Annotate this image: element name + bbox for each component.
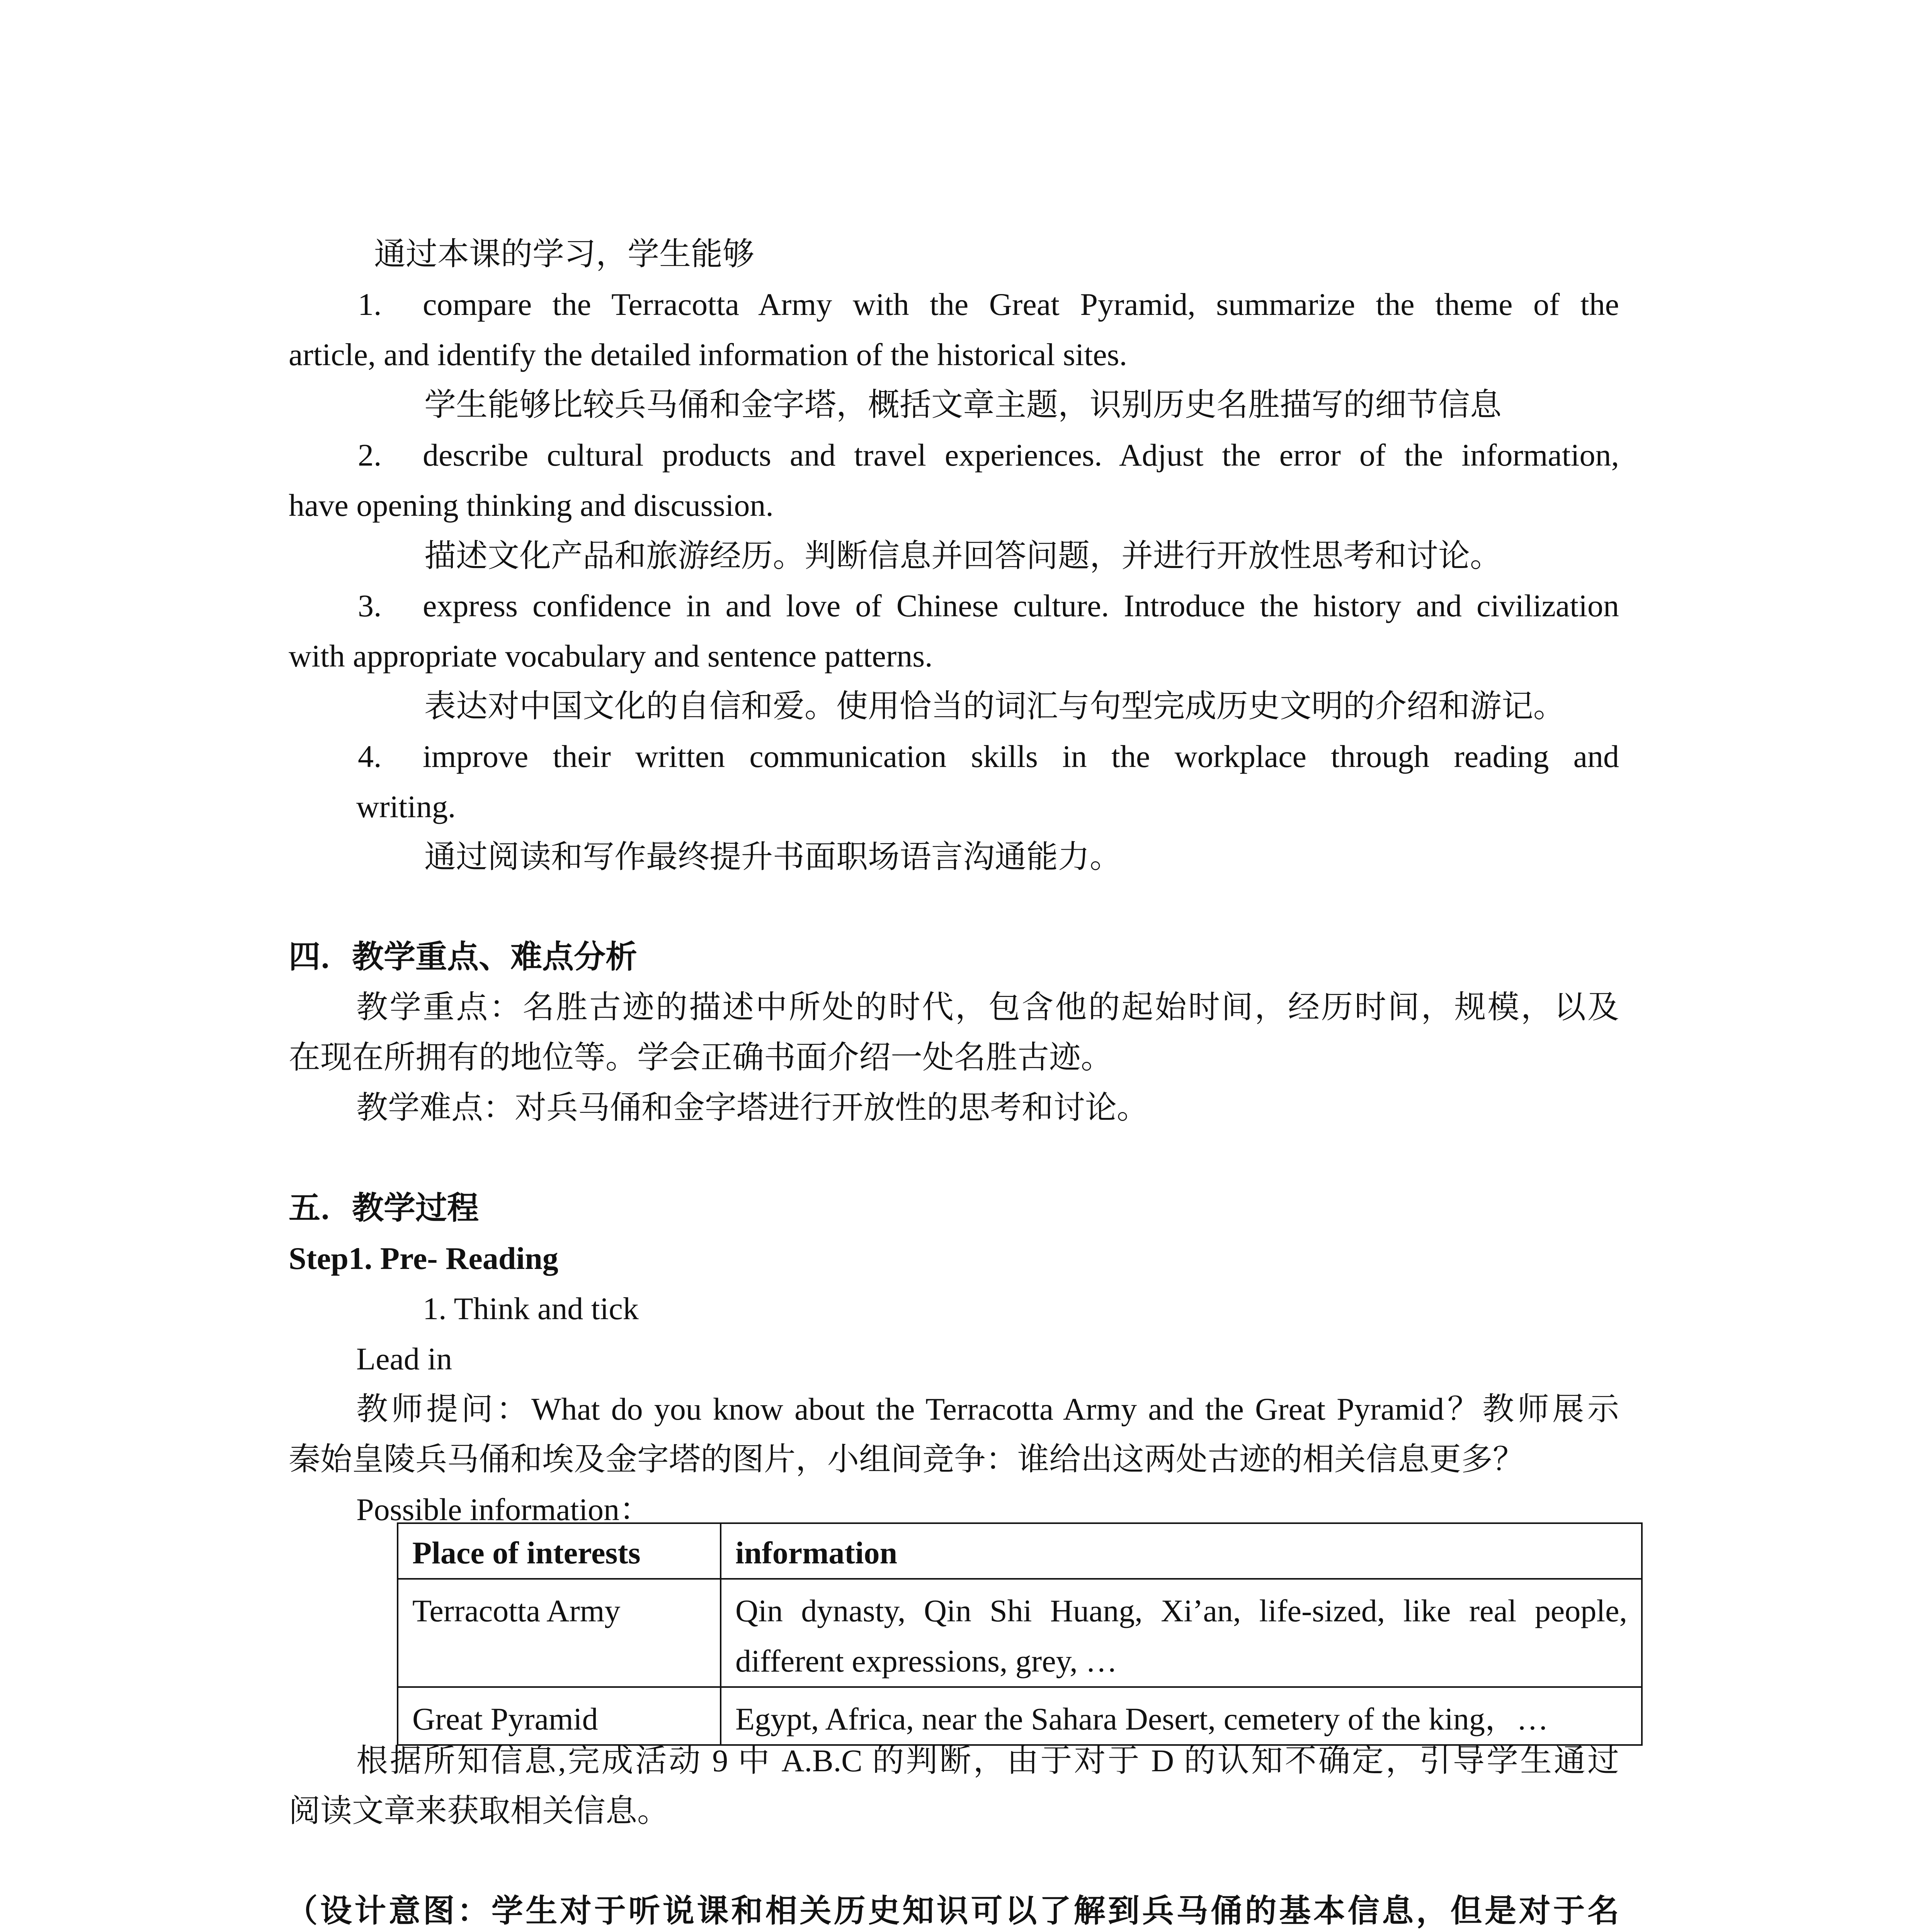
objective-zh: 描述文化产品和旅游经历。判断信息并回答问题，并进行开放性思考和讨论。 xyxy=(424,538,1502,573)
objective-zh: 表达对中国文化的自信和爱。使用恰当的词汇与句型完成历史文明的介绍和游记。 xyxy=(424,689,1565,724)
objective-text: improve their written communication skills in the workplace through reading and xyxy=(423,739,1619,774)
difficulty-text: 教学难点：对兵马俑和金字塔进行开放性的思考和讨论。 xyxy=(356,1090,1149,1125)
teacher-question-cont: 秦始皇陵兵马俑和埃及金字塔的图片，小组间竞争：谁给出这两处古迹的相关信息更多？ xyxy=(289,1442,1525,1477)
objective-number: 3. xyxy=(358,588,382,623)
table-cell: Qin dynasty, Qin Shi Huang, Xi’an, life-sized, like real people, different expressions, grey, … xyxy=(721,1579,1642,1687)
table-cell: Terracotta Army xyxy=(398,1579,721,1687)
table-cell: Egypt, Africa, near the Sahara Desert, cemetery of the king，… xyxy=(721,1687,1642,1745)
section-heading: 四．教学重点、难点分析 xyxy=(289,939,638,975)
step-title: Step1. Pre- Reading xyxy=(289,1241,558,1276)
possible-info-label: Possible information： xyxy=(356,1492,651,1527)
key-point-text: 教学重点：名胜古迹的描述中所处的时代，包含他的起始时间，经历时间，规模，以及 xyxy=(356,990,1619,1025)
objective-number: 1. xyxy=(358,287,382,322)
table-cell: Great Pyramid xyxy=(398,1687,721,1745)
objective-number: 4. xyxy=(358,739,382,774)
objective-text-cont: writing. xyxy=(356,789,456,824)
step-subtitle: 1. Think and tick xyxy=(423,1291,639,1326)
objective-zh: 通过阅读和写作最终提升书面职场语言沟通能力。 xyxy=(424,839,1122,874)
objective-text-cont: with appropriate vocabulary and sentence patterns. xyxy=(289,638,933,673)
after-table-text: 根据所知信息,完成活动 9 中 A.B.C 的判断，由于对于 D 的认知不确定，引导学生通过 xyxy=(356,1743,1619,1778)
intro-line: 通过本课的学习，学生能够 xyxy=(374,236,755,272)
objective-text: compare the Terracotta Army with the Great Pyramid, summarize the theme of the xyxy=(423,287,1619,322)
teacher-question: 教师提问：What do you know about the Terracotta Army and the Great Pyramid？教师展示 xyxy=(356,1391,1619,1427)
objective-text-cont: have opening thinking and discussion. xyxy=(289,488,774,523)
table-row xyxy=(398,1579,1642,1687)
objective-text: describe cultural products and travel experiences. Adjust the error of the information, xyxy=(423,437,1619,473)
after-table-text-cont: 阅读文章来获取相关信息。 xyxy=(289,1793,669,1828)
key-point-text-cont: 在现在所拥有的地位等。学会正确书面介绍一处名胜古迹。 xyxy=(289,1040,1113,1075)
section-heading: 五．教学过程 xyxy=(289,1190,479,1226)
objective-text: express confidence in and love of Chinese culture. Introduce the history and civilization xyxy=(423,588,1619,623)
objective-text-cont: article, and identify the detailed information of the historical sites. xyxy=(289,337,1128,372)
table-header-cell: Place of interests xyxy=(398,1523,721,1579)
objective-number: 2. xyxy=(358,437,382,473)
table-row xyxy=(398,1687,1642,1745)
lead-in-label: Lead in xyxy=(356,1341,452,1376)
table-header-row xyxy=(398,1523,1642,1579)
table-header-cell: information xyxy=(721,1523,1642,1579)
objective-zh: 学生能够比较兵马俑和金字塔，概括文章主题，识别历史名胜描写的细节信息 xyxy=(424,387,1502,422)
design-intent: （设计意图：学生对于听说课和相关历史知识可以了解到兵马俑的基本信息，但是对于名 xyxy=(286,1893,1619,1929)
info-table xyxy=(397,1522,1643,1746)
